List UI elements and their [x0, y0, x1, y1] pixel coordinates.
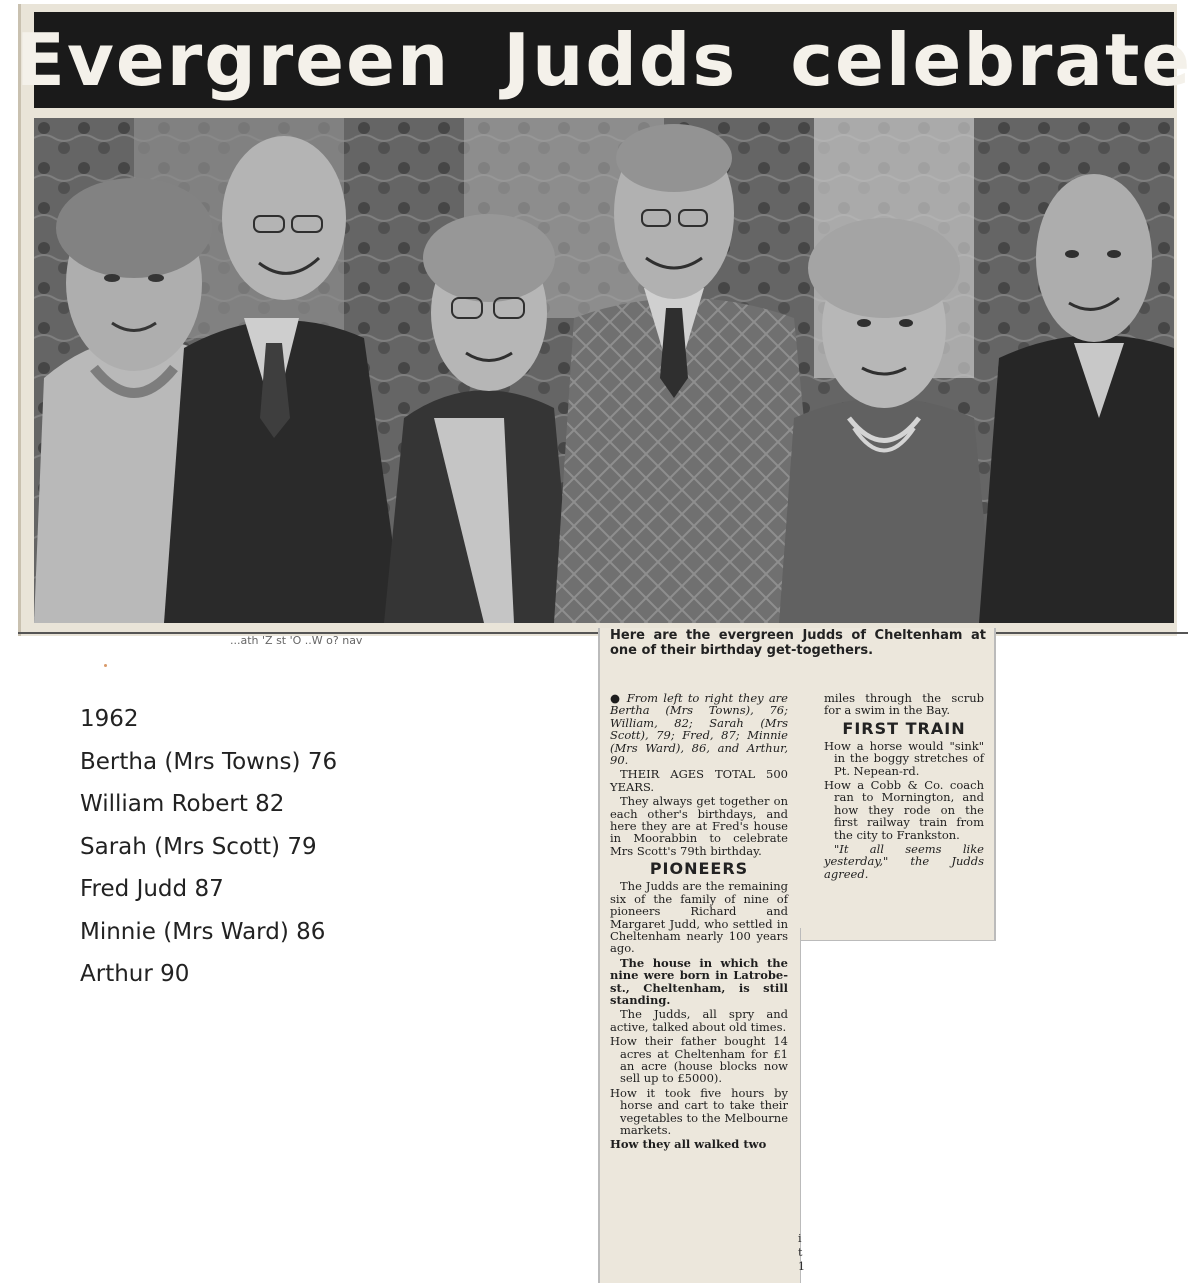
ages-total: THEIR AGES TOTAL 500 YEARS. [610, 767, 788, 794]
five-hours-paragraph: How it took five hours by horse and cart to take their vegetables to the Melbourne markets. [610, 1085, 788, 1137]
house-paragraph: The house in which the nine were born in Latrobe-st., Cheltenham, is still standing. [610, 955, 788, 1007]
notes-line-bertha: Bertha (Mrs Towns) 76 [80, 748, 338, 775]
notes-line-fred: Fred Judd 87 [80, 876, 224, 902]
subhead-pioneers: PIONEERS [649, 859, 749, 879]
notes-line-sarah: Sarah (Mrs Scott) 79 [80, 833, 317, 860]
torn-fragment: ...ath 'Z st 'O ..W o? nav [230, 634, 363, 647]
ink-mark [104, 664, 107, 667]
notes-line-arthur: Arthur 90 [80, 961, 190, 987]
intro-paragraph: ● From left to right they are Bertha (Mrs Towns), 76; William, 82; Sarah (Mrs Scott), 79; Fred, 87; Minnie (Mrs Ward), 86, and Arthur, 90. [610, 692, 788, 766]
notes-year: 1962 [80, 706, 139, 732]
headline-banner [15, 12, 1193, 108]
horse-sink-paragraph: How a horse would "sink" in the boggy stretches of Pt. Nepean-rd. [824, 738, 984, 778]
article-column-2 [824, 692, 984, 882]
article-column-1 [610, 692, 788, 1153]
margin-fragment [798, 1232, 805, 1274]
cobb-coach-paragraph: How a Cobb & Co. coach ran to Mornington, and how they rode on the first railway train from the city to Frankston. [824, 778, 984, 842]
father-bought-paragraph: How their father bought 14 acres at Cheltenham for £1 an acre (house blocks now sell up to £5000). [610, 1034, 788, 1086]
birthday-paragraph: They always get together on each other's birthdays, and here they are at Fred's house in Moorabbin to celebrate Mrs Scott's 79th birthday. [610, 794, 788, 858]
swim-paragraph: miles through the scrub for a swim in the Bay. [824, 691, 984, 718]
article-clipping [598, 628, 992, 1283]
pioneers-paragraph: The Judds are the remaining six of the family of nine of pioneers Richard and Margaret Judd, who settled in Cheltenham nearly 100 years ago. [610, 879, 788, 956]
photo-illustration [34, 118, 1174, 623]
headline: Evergreen Judds celebrate [15, 18, 1193, 102]
notes-line-minnie: Minnie (Mrs Ward) 86 [80, 918, 326, 945]
annotation-notes [80, 704, 337, 1002]
margin-fragment-line: i [798, 1232, 802, 1245]
margin-fragment-line: 1 [798, 1260, 805, 1273]
margin-fragment-line: t [798, 1246, 803, 1259]
old-times-paragraph: The Judds, all spry and active, talked about old times. [610, 1007, 788, 1034]
group-photograph [34, 118, 1174, 623]
notes-line-william: William Robert 82 [80, 791, 285, 817]
yesterday-quote: "It all seems like yesterday," the Judds agreed. [824, 842, 984, 881]
photo-caption: Here are the evergreen Judds of Cheltenham at one of their birthday get-togethers. [610, 628, 986, 658]
walked-paragraph: How they all walked two [610, 1137, 767, 1152]
subhead-first-train: FIRST TRAIN [842, 718, 966, 738]
